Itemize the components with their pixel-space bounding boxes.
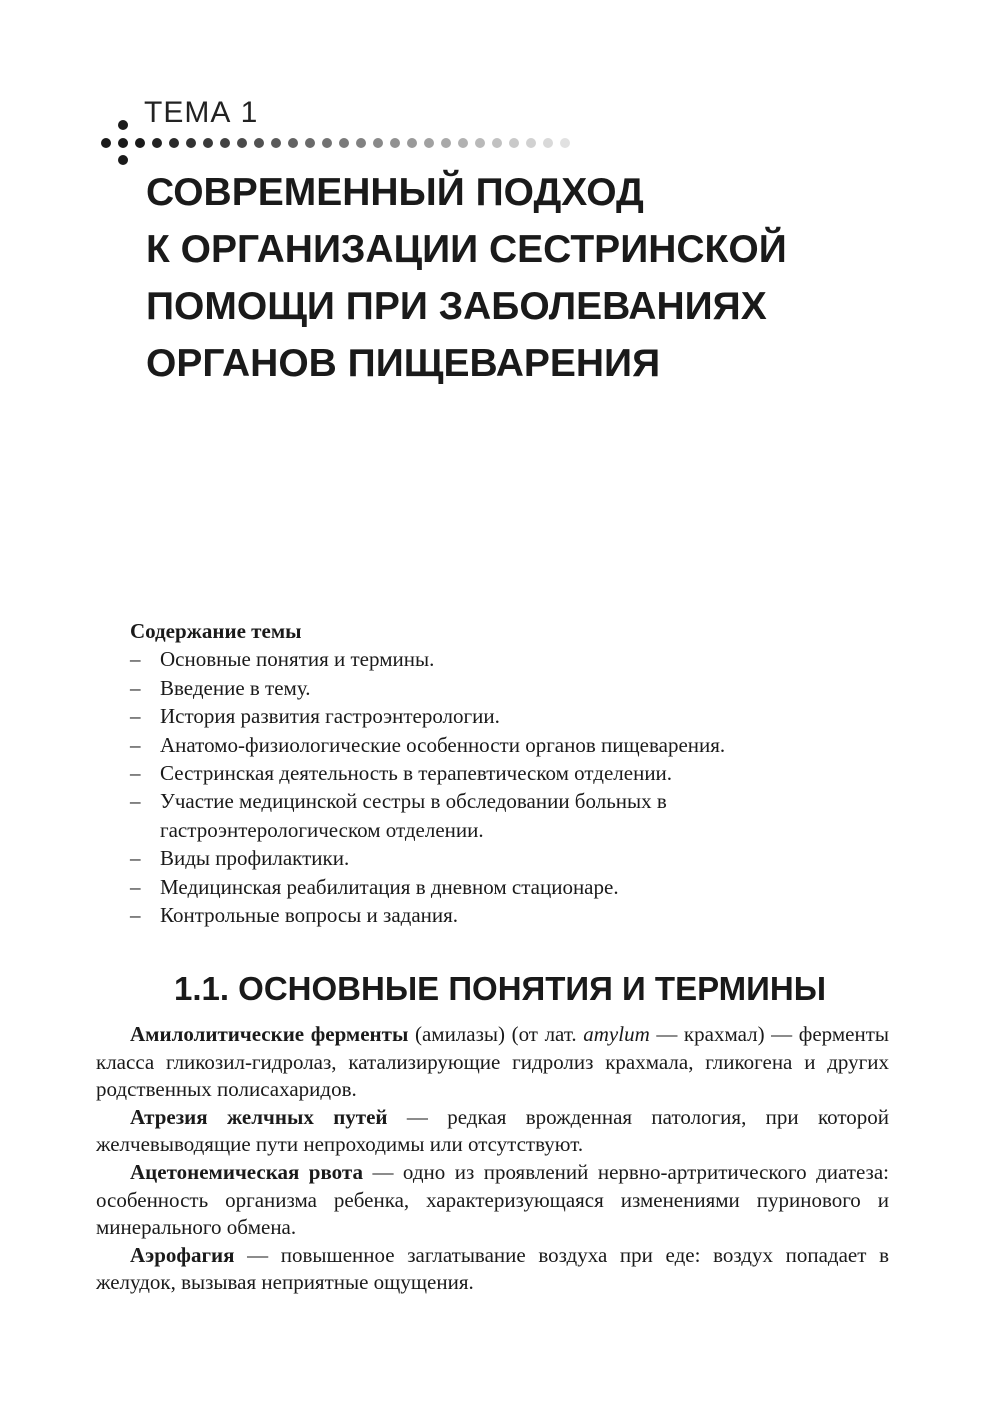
ornament-dot xyxy=(118,155,128,165)
ornament-dot xyxy=(186,138,196,148)
glossary-entry xyxy=(96,1021,889,1104)
glossary-entry xyxy=(96,1104,889,1159)
theme-label: ТЕМА 1 xyxy=(144,96,259,129)
chapter-title-line: К ОРГАНИЗАЦИИ СЕСТРИНСКОЙ xyxy=(146,228,787,271)
ornament-dot xyxy=(288,138,298,148)
ornament-dot xyxy=(220,138,230,148)
glossary-definition: — одно из проявлений нервно-артритического диатеза: особенность организма ребенка, характеризующаяся изменениями пуринового и минерального обмена. xyxy=(96,1159,889,1240)
chapter-title-line: ПОМОЩИ ПРИ ЗАБОЛЕВАНИЯХ xyxy=(146,285,767,328)
ornament-dot xyxy=(526,138,536,148)
ornament-dot xyxy=(118,120,128,130)
glossary-definition: — крахмал) — ферменты класса гликозил-гидролаз, катализирующие гидролиз крахмала, гликогена и других родственных полисахаридов. xyxy=(96,1022,889,1102)
glossary-latin: amylum xyxy=(583,1022,650,1046)
ornament-dot xyxy=(152,138,162,148)
glossary-term: Аэрофагия xyxy=(130,1242,235,1267)
glossary-term: Ацетонемическая рвота xyxy=(130,1159,363,1184)
contents-item: – Виды профилактики. xyxy=(130,844,890,872)
chapter-title-line: ОРГАНОВ ПИЩЕВАРЕНИЯ xyxy=(146,342,661,385)
glossary-term: Амилолитические ферменты xyxy=(130,1022,409,1046)
contents-item: – Основные понятия и термины. xyxy=(130,645,890,673)
glossary-definition: — редкая врожденная патология, при которой желчевыводящие пути непроходимы или отсутствуют. xyxy=(96,1104,890,1157)
ornament-dot xyxy=(407,138,417,148)
contents-list xyxy=(130,645,890,929)
contents-item: – История развития гастроэнтерологии. xyxy=(130,702,890,730)
ornament-dot xyxy=(424,138,434,148)
contents-item: – Сестринская деятельность в терапевтическом отделении. xyxy=(130,759,890,787)
ornament-dot xyxy=(135,138,145,148)
section-title: 1.1. ОСНОВНЫЕ ПОНЯТИЯ И ТЕРМИНЫ xyxy=(173,970,827,1007)
chapter-title xyxy=(146,164,906,392)
contents-item: – Медицинская реабилитация в дневном стационаре. xyxy=(130,873,890,901)
ornament-dot xyxy=(237,138,247,148)
contents-item: – Введение в тему. xyxy=(130,674,890,702)
ornament-dot xyxy=(543,138,553,148)
ornament-dot xyxy=(322,138,332,148)
ornament-dot xyxy=(356,138,366,148)
glossary-definition: — повышенное заглатывание воздуха при еде: воздух попадает в желудок, вызывая неприятные ощущения. xyxy=(96,1242,889,1295)
glossary xyxy=(96,1021,889,1297)
ornament-dot xyxy=(373,138,383,148)
topic-contents xyxy=(130,617,890,929)
contents-item: – Участие медицинской сестры в обследовании больных в гастроэнтерологическом отделении. xyxy=(130,787,890,844)
ornament-dot xyxy=(492,138,502,148)
ornament-dot xyxy=(203,138,213,148)
ornament-dot xyxy=(305,138,315,148)
glossary-entry xyxy=(96,1159,889,1242)
glossary-text: (амилазы) (от лат. xyxy=(408,1022,584,1046)
ornament-dot xyxy=(339,138,349,148)
ornament-dot xyxy=(509,138,519,148)
ornament-dot xyxy=(441,138,451,148)
ornament-dot xyxy=(271,138,281,148)
ornament-dot xyxy=(254,138,264,148)
ornament-dot xyxy=(390,138,400,148)
contents-item: – Анатомо-физиологические особенности органов пищеварения. xyxy=(130,731,890,759)
contents-heading: Содержание темы xyxy=(130,619,302,643)
ornament-dot xyxy=(560,138,570,148)
glossary-entry xyxy=(96,1242,889,1297)
contents-item: – Контрольные вопросы и задания. xyxy=(130,901,890,929)
ornament-dot xyxy=(458,138,468,148)
chapter-title-line: СОВРЕМЕННЫЙ ПОДХОД xyxy=(146,171,644,214)
ornament-dot xyxy=(475,138,485,148)
ornament-dot xyxy=(169,138,179,148)
decorative-dots xyxy=(0,0,600,170)
ornament-dot xyxy=(101,138,111,148)
glossary-term: Атрезия желчных путей xyxy=(130,1104,388,1129)
ornament-dot xyxy=(118,138,128,148)
